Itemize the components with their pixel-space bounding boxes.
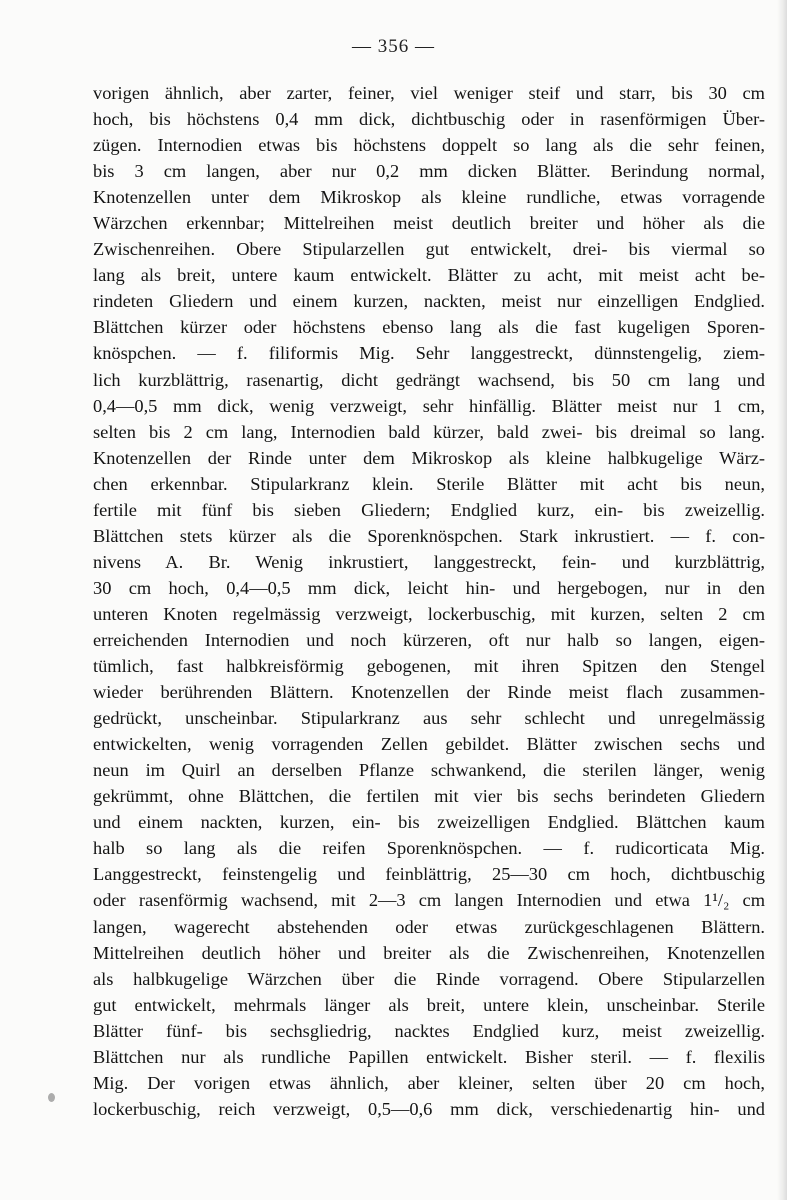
text-line: Wärzchen erkennbar; Mittelreihen meist deutlich breiter und höher als die [93,213,765,234]
text-line: 30 cm hoch, 0,4—0,5 mm dick, leicht hin- und hergebogen, nur in den [93,577,765,598]
text-line: Blättchen nur als rundliche Papillen entwickelt. Bisher steril. — f. flexilis [93,1046,765,1067]
text-line: entwickelten, wenig vorragenden Zellen gebildet. Blätter zwischen sechs und [93,734,765,755]
text-line: lang als breit, untere kaum entwickelt. Blätter zu acht, mit meist acht be- [93,265,765,286]
text-line: wieder berührenden Blättern. Knotenzellen der Rinde meist flach zusammen- [93,682,765,703]
text-line: Blättchen kürzer oder höchstens ebenso lang als die fast kugeligen Sporen- [93,317,765,338]
text-line: Knotenzellen der Rinde unter dem Mikroskop als kleine halbkugelige Wärz- [93,447,765,468]
text-line: neun im Quirl an derselben Pflanze schwankend, die sterilen länger, wenig [93,760,765,781]
text-line: und einem nackten, kurzen, ein- bis zweizelligen Endglied. Blättchen kaum [93,812,765,833]
text-line: tümlich, fast halbkreisförmig gebogenen, mit ihren Spitzen den Stengel [93,656,765,677]
text-line: Mittelreihen deutlich höher und breiter als die Zwischenreihen, Knotenzellen [93,942,765,963]
text-line: selten bis 2 cm lang, Internodien bald kürzer, bald zwei- bis dreimal so lang. [93,421,765,442]
text-line: vorigen ähnlich, aber zarter, feiner, viel weniger steif und starr, bis 30 cm [93,83,765,103]
text-line: als halbkugelige Wärzchen über die Rinde vorragend. Obere Stipularzellen [93,968,765,989]
text-line: nivens A. Br. Wenig inkrustiert, langgestreckt, fein- und kurzblättrig, [93,551,765,572]
text-line: rindeten Gliedern und einem kurzen, nackten, meist nur einzelligen Endglied. [93,291,765,312]
text-line: Mig. Der vorigen etwas ähnlich, aber kleiner, selten über 20 cm hoch, [93,1072,765,1093]
text-line: fertile mit fünf bis sieben Gliedern; Endglied kurz, ein- bis zweizellig. [93,499,765,520]
page-edge-shadow [777,0,787,1200]
text-line: chen erkennbar. Stipularkranz klein. Sterile Blätter mit acht bis neun, [93,473,765,494]
text-line: lich kurzblättrig, rasenartig, dicht gedrängt wachsend, bis 50 cm lang und [93,369,765,390]
page-number: — 356 — [352,36,435,57]
text-line: Blätter fünf- bis sechsgliedrig, nacktes Endglied kurz, meist zweizellig. [93,1020,765,1041]
text-line: Knotenzellen unter dem Mikroskop als kleine rundliche, etwas vorragende [93,187,765,208]
text-line: gedrückt, unscheinbar. Stipularkranz aus sehr schlecht und unregelmässig [93,708,765,729]
text-line: unteren Knoten regelmässig verzweigt, lockerbuschig, mit kurzen, selten 2 cm [93,603,765,624]
ink-speck [48,1093,55,1102]
text-line: gut entwickelt, mehrmals länger als breit, untere klein, unscheinbar. Sterile [93,994,765,1015]
text-line: knöspchen. — f. filiformis Mig. Sehr langgestreckt, dünnstengelig, ziem- [93,343,765,364]
text-line: zügen. Internodien etwas bis höchstens doppelt so lang als die sehr feinen, [93,135,765,156]
text-line: bis 3 cm langen, aber nur 0,2 mm dicken Blätter. Berindung normal, [93,161,765,182]
text-line: halb so lang als die reifen Sporenknöspchen. — f. rudicorticata Mig. [93,838,765,859]
text-line: lockerbuschig, reich verzweigt, 0,5—0,6 mm dick, verschiedenartig hin- und [93,1098,765,1119]
text-line: oder rasenförmig wachsend, mit 2—3 cm langen Internodien und etwa 1¹/₂ cm [93,890,765,911]
text-line: Langgestreckt, feinstengelig und feinblättrig, 25—30 cm hoch, dichtbuschig [93,864,765,885]
text-line: hoch, bis höchstens 0,4 mm dick, dichtbuschig oder in rasenförmigen Über- [93,109,765,130]
text-line: langen, wagerecht abstehenden oder etwas zurückgeschlagenen Blättern. [93,916,765,937]
text-line: gekrümmt, ohne Blättchen, die fertilen mit vier bis sechs berindeten Gliedern [93,786,765,807]
text-line: erreichenden Internodien und noch kürzeren, oft nur halb so langen, eigen- [93,629,765,650]
body-text [93,80,765,1122]
text-line: 0,4—0,5 mm dick, wenig verzweigt, sehr hinfällig. Blätter meist nur 1 cm, [93,395,765,416]
text-line: Blättchen stets kürzer als die Sporenknöspchen. Stark inkrustiert. — f. con- [93,525,765,546]
text-line: Zwischenreihen. Obere Stipularzellen gut entwickelt, drei- bis viermal so [93,239,765,260]
